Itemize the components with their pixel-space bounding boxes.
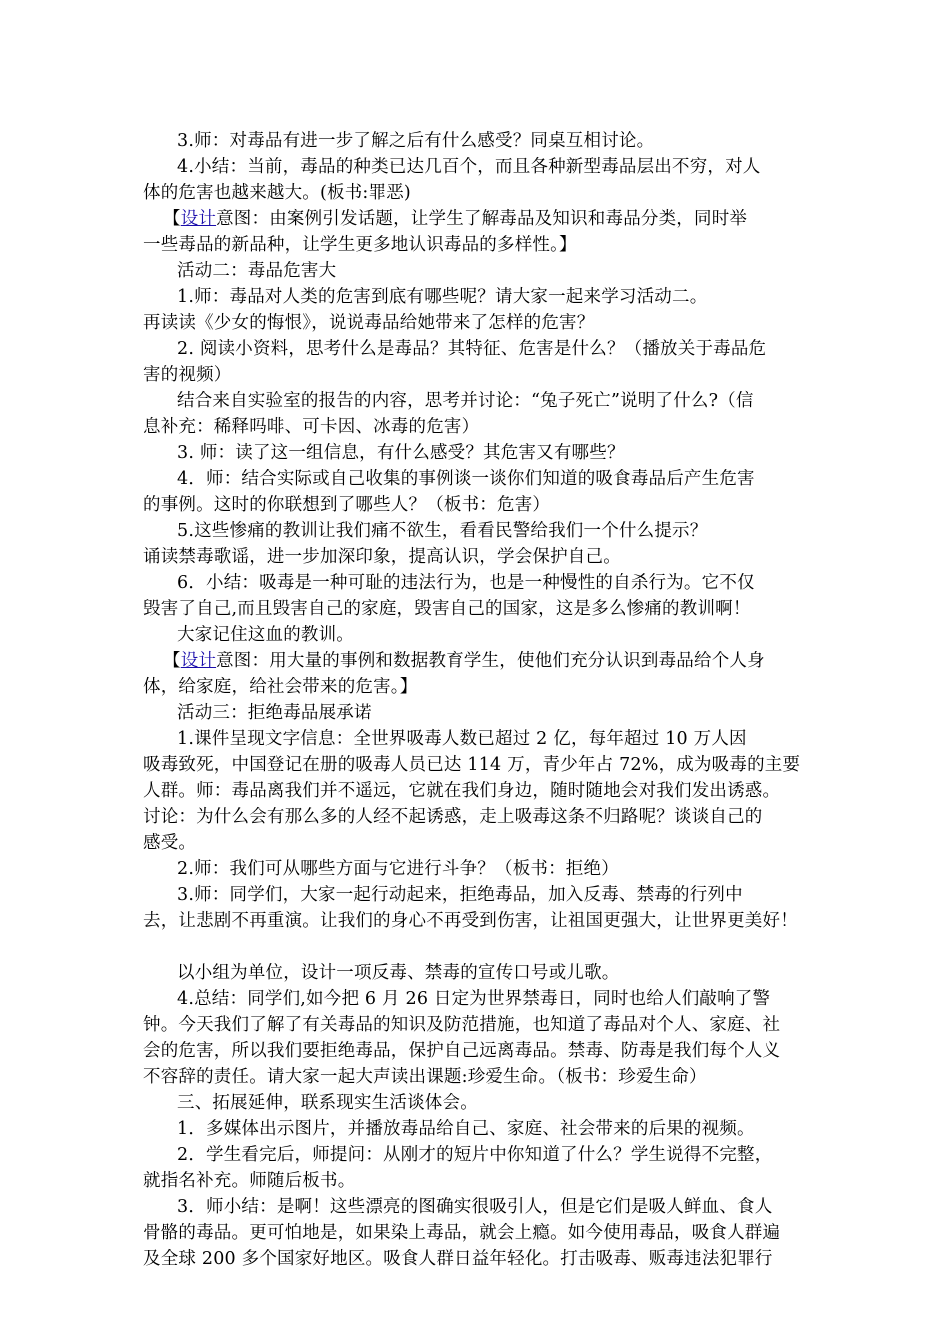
text-line: 2. 阅读小资料，思考什么是毒品？其特征、危害是什么？（播放关于毒品危 xyxy=(177,339,767,359)
design-intent-line xyxy=(163,206,747,232)
design-intent-line xyxy=(163,648,765,674)
text-line: 人群。师：毒品离我们并不遥远，它就在我们身边，随时随地会对我们发出诱惑。 xyxy=(143,781,781,801)
text-line: 讨论：为什么会有那么多的人经不起诱惑，走上吸毒这条不归路呢？谈谈自己的 xyxy=(143,807,763,827)
text-line: 1．多媒体出示图片，并播放毒品给自己、家庭、社会带来的后果的视频。 xyxy=(177,1119,755,1139)
text-line: 3．师小结：是啊！这些漂亮的图确实很吸引人，但是它们是吸人鲜血、食人 xyxy=(177,1197,773,1217)
text-line: 不容辞的责任。请大家一起大声读出课题:珍爱生命。（板书：珍爱生命） xyxy=(143,1067,707,1087)
text-line: 息补充：稀释吗啡、可卡因、冰毒的危害） xyxy=(143,417,480,437)
text-line: 体的危害也越来越大。(板书:罪恶) xyxy=(143,183,411,203)
bracket-open: 【 xyxy=(163,209,181,229)
design-intent-text: 意图：用大量的事例和数据教育学生，使他们充分认识到毒品给个人身 xyxy=(216,651,765,671)
text-line: 会的危害，所以我们要拒绝毒品，保护自己远离毒品。禁毒、防毒是我们每个人义 xyxy=(143,1041,781,1061)
text-line: 就指名补充。师随后板书。 xyxy=(143,1171,356,1191)
text-line: 钟。今天我们了解了有关毒品的知识及防范措施，也知道了毒品对个人、家庭、社 xyxy=(143,1015,781,1035)
section-heading: 活动三：拒绝毒品展承诺 xyxy=(177,703,372,723)
text-line: 3.师：同学们，大家一起行动起来，拒绝毒品，加入反毒、禁毒的行列中 xyxy=(177,885,743,905)
design-link[interactable]: 设计 xyxy=(180,209,217,229)
text-line: 1.课件呈现文字信息：全世界吸毒人数已超过 2 亿，每年超过 10 万人因 xyxy=(177,729,747,749)
text-line: 害的视频） xyxy=(143,365,232,385)
text-line: 1.师：毒品对人类的危害到底有哪些呢？请大家一起来学习活动二。 xyxy=(177,287,708,307)
text-line: 2．学生看完后，师提问：从刚才的短片中你知道了什么？学生说得不完整， xyxy=(177,1145,773,1165)
section-heading: 三、拓展延伸，联系现实生活谈体会。 xyxy=(177,1093,478,1113)
text-line: 以小组为单位，设计一项反毒、禁毒的宣传口号或儿歌。 xyxy=(177,963,620,983)
text-line: 5.这些惨痛的教训让我们痛不欲生，看看民警给我们一个什么提示？ xyxy=(177,521,708,541)
text-line: 3.师：对毒品有进一步了解之后有什么感受？同桌互相讨论。 xyxy=(177,131,655,151)
text-line: 一些毒品的新品种，让学生更多地认识毒品的多样性。】 xyxy=(143,235,577,255)
text-line: 及全球 200 多个国家好地区。吸食人群日益年轻化。打击吸毒、贩毒违法犯罪行 xyxy=(143,1249,773,1269)
design-intent-text: 意图：由案例引发话题，让学生了解毒品及知识和毒品分类，同时举 xyxy=(216,209,748,229)
text-line: 3. 师：读了这一组信息，有什么感受？其危害又有哪些？ xyxy=(177,443,625,463)
text-line: 感受。 xyxy=(143,833,197,853)
text-line: 吸毒致死，中国登记在册的吸毒人员已达 114 万，青少年占 72%，成为吸毒的主要 xyxy=(143,755,801,775)
text-line: 骨骼的毒品。更可怕地是，如果染上毒品，就会上瘾。如今使用毒品，吸食人群遍 xyxy=(143,1223,781,1243)
text-line: 体，给家庭，给社会带来的危害。】 xyxy=(143,677,418,697)
text-line: 毁害了自己,而且毁害自己的家庭，毁害自己的国家，这是多么惨痛的教训啊！ xyxy=(143,599,751,619)
text-line: 2.师：我们可从哪些方面与它进行斗争？（板书：拒绝） xyxy=(177,859,619,879)
text-line: 4.小结：当前，毒品的种类已达几百个，而且各种新型毒品层出不穷，对人 xyxy=(177,157,761,177)
text-line: 大家记住这血的教训。 xyxy=(177,625,354,645)
text-line: 结合来自实验室的报告的内容，思考并讨论：“兔子死亡”说明了什么?（信 xyxy=(177,391,754,411)
text-line: 4．师：结合实际或自己收集的事例谈一谈你们知道的吸食毒品后产生危害 xyxy=(177,469,755,489)
text-line: 再读读《少女的悔恨》，说说毒品给她带来了怎样的危害？ xyxy=(143,313,595,333)
text-line: 去，让悲剧不再重演。让我们的身心不再受到伤害，让祖国更强大，让世界更美好！ xyxy=(143,911,798,931)
text-line: 4.总结：同学们,如今把 6 月 26 日定为世界禁毒日，同时也给人们敲响了警 xyxy=(177,989,771,1009)
text-line: 6．小结：吸毒是一种可耻的违法行为，也是一种慢性的自杀行为。它不仅 xyxy=(177,573,755,593)
text-line: 的事例。这时的你联想到了哪些人？（板书：危害） xyxy=(143,495,551,515)
section-heading: 活动二：毒品危害大 xyxy=(177,261,337,281)
bracket-open: 【 xyxy=(163,651,181,671)
design-link[interactable]: 设计 xyxy=(180,651,217,671)
text-line: 诵读禁毒歌谣，进一步加深印象，提高认识，学会保护自己。 xyxy=(143,547,621,567)
